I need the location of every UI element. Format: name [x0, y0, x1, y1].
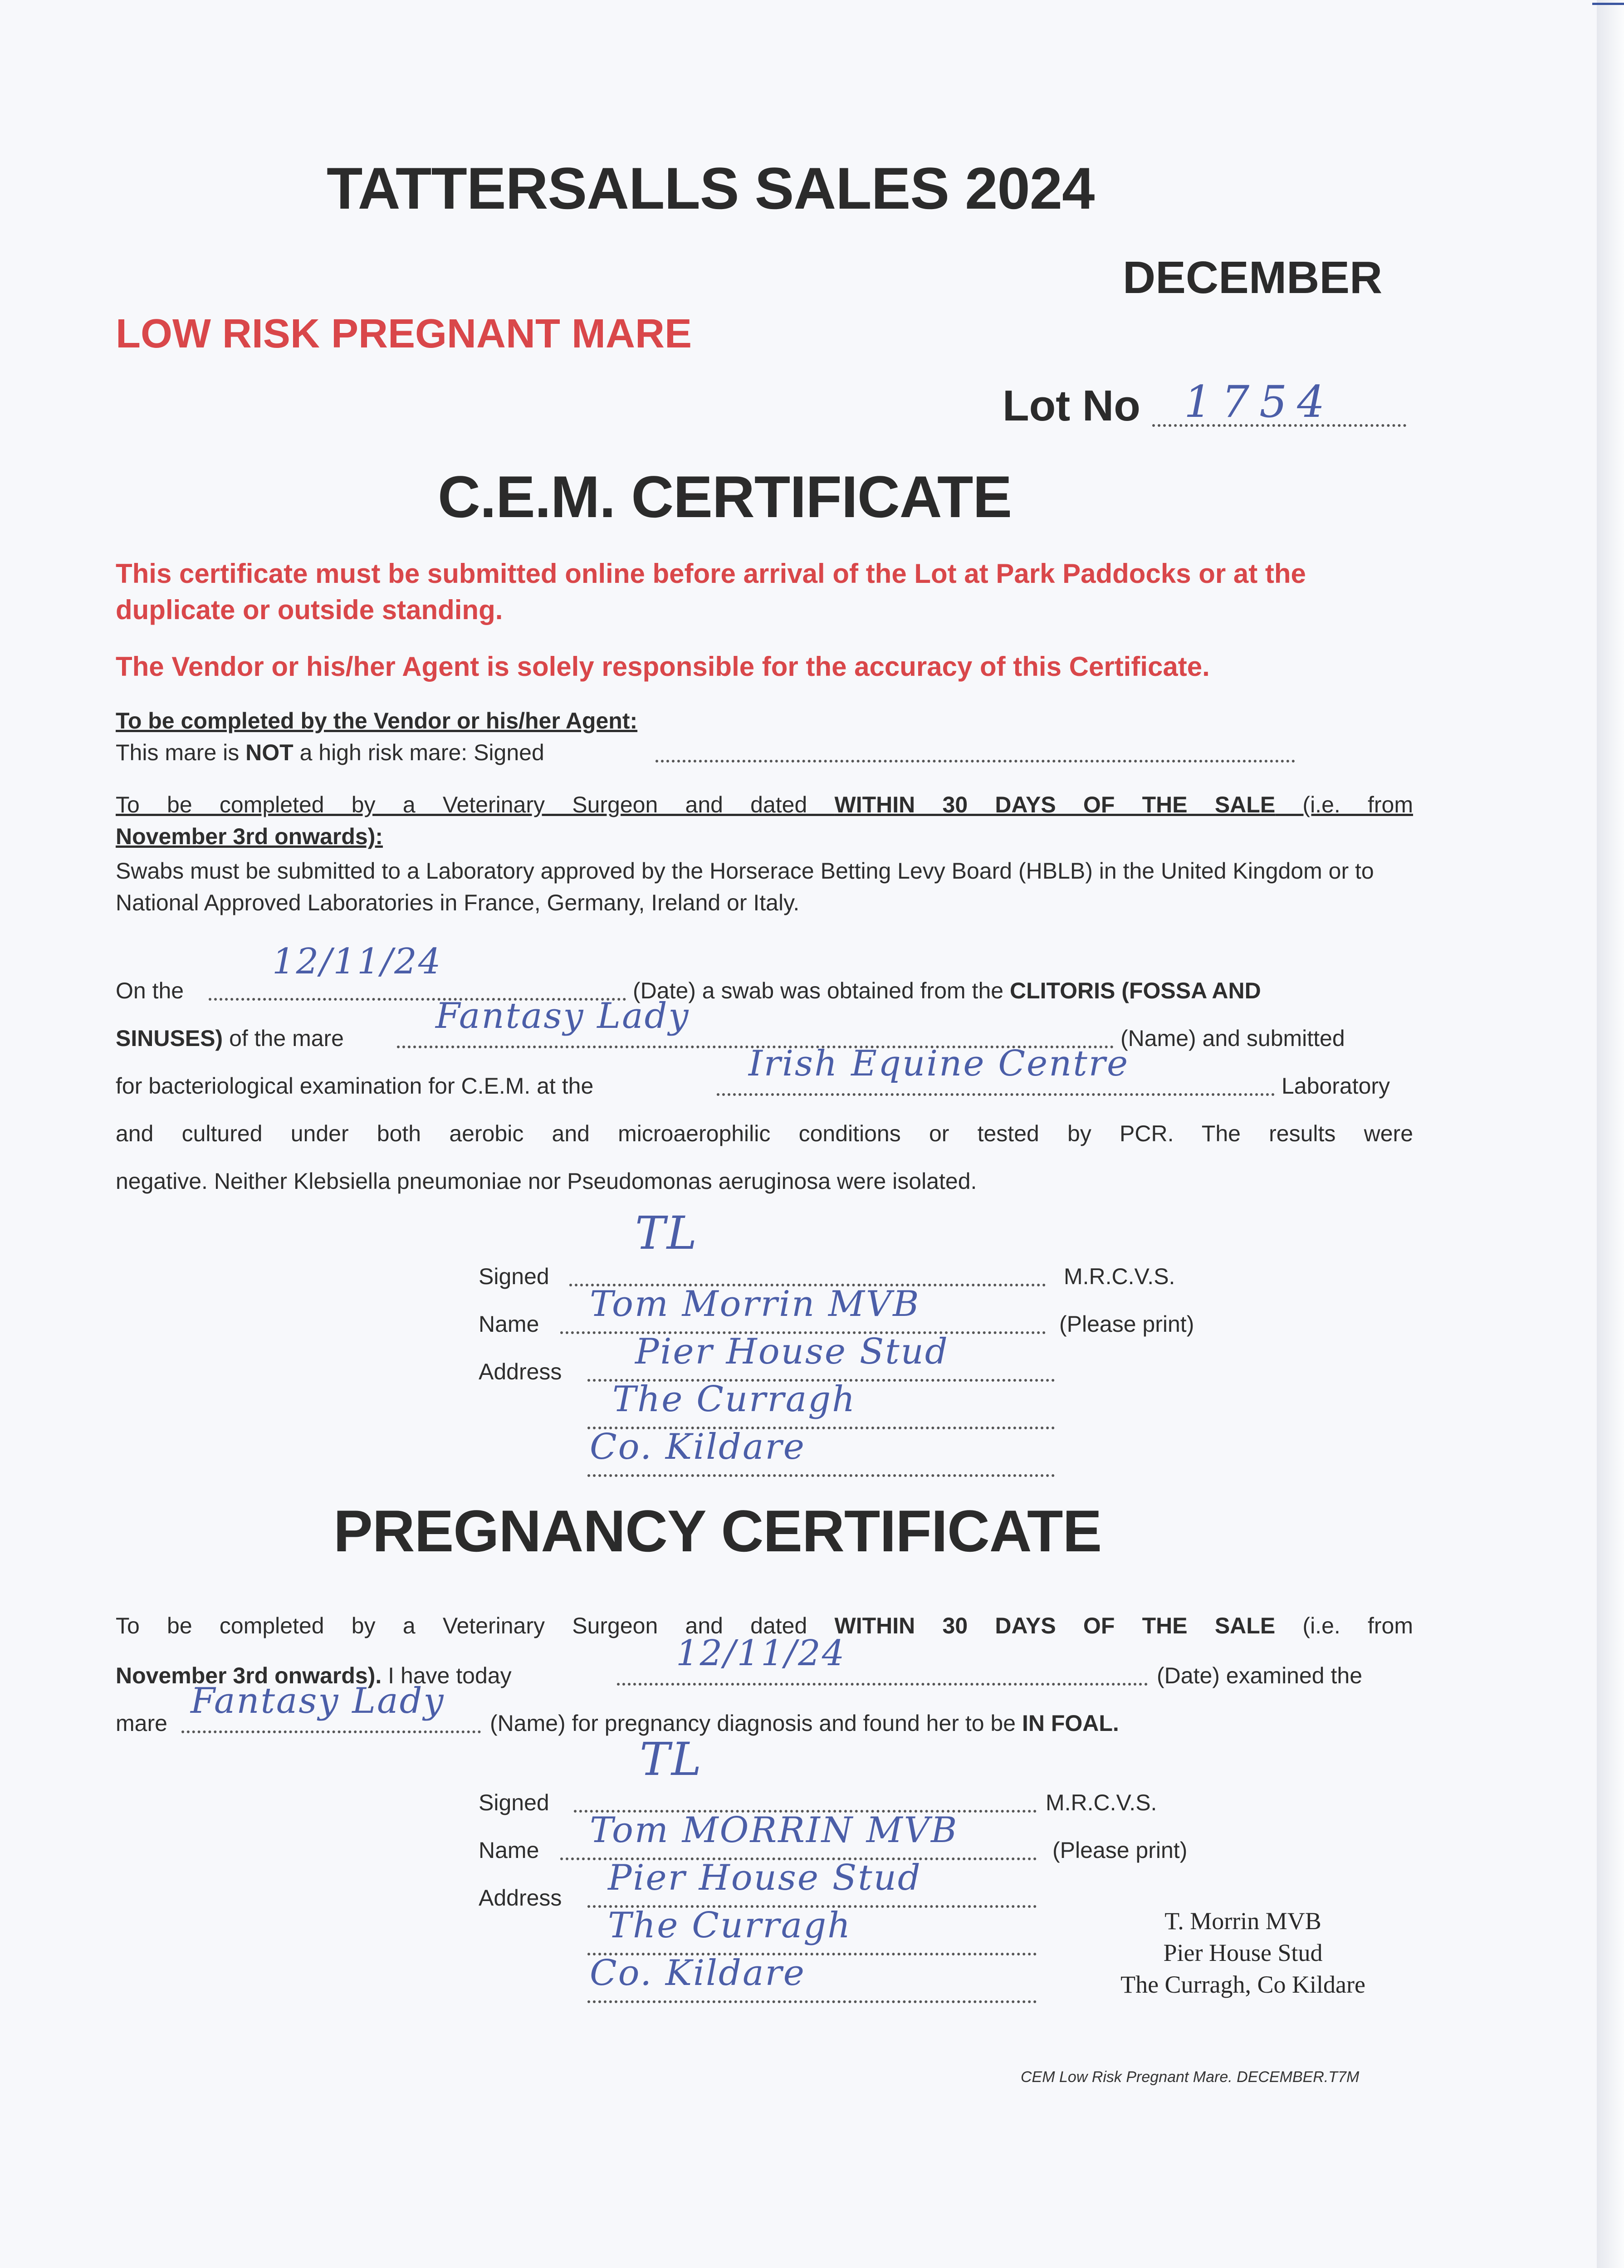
date-examined-label: (Date) examined the: [1157, 1663, 1363, 1688]
cem-address-label: Address: [479, 1359, 562, 1384]
vet-heading: To be completed by a Veterinary Surgeon and dated WITHIN 30 DAYS OF THE SALE (i.e. from: [116, 792, 1414, 817]
cem-date-value: 12/11/24: [272, 941, 442, 982]
pregnancy-diagnosis: (Name) for pregnancy diagnosis and found her to be IN FOAL.: [490, 1711, 1119, 1736]
cem-please-print: (Please print): [1059, 1311, 1194, 1337]
cem-signed-label: Signed: [479, 1264, 549, 1289]
on-the-label: On the: [116, 978, 184, 1003]
stamp-line-1: T. Morrin MVB: [1164, 1907, 1321, 1935]
cem-signature: TL: [635, 1207, 699, 1260]
lot-label: Lot No: [1003, 381, 1140, 430]
preg-address-1: Pier House Stud: [608, 1857, 922, 1898]
pregnancy-mare-value: Fantasy Lady: [191, 1681, 445, 1721]
name-submitted-label: (Name) and submitted: [1120, 1026, 1345, 1051]
vet-heading-date: November 3rd onwards):: [116, 824, 383, 849]
vendor-signature-line: [655, 760, 1295, 763]
preg-mrcvs: M.R.C.V.S.: [1046, 1790, 1157, 1815]
preg-address-line-3: [587, 2000, 1037, 2003]
cem-lab-value: Irish Equine Centre: [748, 1043, 1130, 1084]
swab-note: Swabs must be submitted to a Laboratory approved by the Horserace Betting Levy Board (HBLB) in the United Kingdom or to National Approved Laboratories in France, Germany, Ireland or Italy.: [116, 858, 1374, 915]
document-title: TATTERSALLS SALES 2024: [327, 155, 1095, 221]
cem-address-line-3: [587, 1474, 1055, 1477]
cem-mrcvs: M.R.C.V.S.: [1064, 1264, 1175, 1289]
culture-statement: and cultured under both aerobic and microaerophilic conditions or tested by PCR. The results were: [116, 1121, 1413, 1146]
preg-signature: TL: [640, 1733, 703, 1786]
edge-mark: [1592, 3, 1624, 5]
lot-number: 1754: [1184, 376, 1335, 427]
pregnancy-line-1: To be completed by a Veterinary Surgeon and dated WITHIN 30 DAYS OF THE SALE (i.e. from: [116, 1613, 1414, 1638]
pregnancy-title: PREGNANCY CERTIFICATE: [333, 1498, 1102, 1564]
vet-stamp: [1098, 1905, 1388, 2000]
cem-notice-online: This certificate must be submitted online before arrival of the Lot at Park Paddocks or at the duplicate or outside standing.: [116, 558, 1306, 625]
preg-address-label: Address: [479, 1885, 562, 1911]
lab-label: for bacteriological examination for C.E.M. at the: [116, 1073, 594, 1099]
cem-title: C.E.M. CERTIFICATE: [438, 464, 1012, 530]
footer-reference: CEM Low Risk Pregnant Mare. DECEMBER.T7M: [1021, 2068, 1360, 2086]
cem-address-1: Pier House Stud: [635, 1331, 949, 1372]
cem-mare-value: Fantasy Lady: [435, 996, 690, 1036]
stamp-line-3: The Curragh, Co Kildare: [1120, 1971, 1365, 1998]
sale-month: DECEMBER: [1123, 252, 1383, 303]
pregnancy-date-value: 12/11/24: [676, 1633, 846, 1674]
vendor-declaration: This mare is NOT a high risk mare: Signed: [116, 740, 544, 765]
mare-word: mare: [116, 1711, 167, 1736]
preg-name-label: Name: [479, 1838, 539, 1863]
cem-notice-responsibility: The Vendor or his/her Agent is solely responsible for the accuracy of this Certificate.: [116, 651, 1210, 682]
preg-address-3: Co. Kildare: [590, 1953, 806, 1994]
negative-statement: negative. Neither Klebsiella pneumoniae nor Pseudomonas aeruginosa were isolated.: [116, 1168, 977, 1194]
vendor-heading: To be completed by the Vendor or his/her Agent:: [116, 708, 638, 733]
preg-vet-name: Tom MORRIN MVB: [590, 1810, 959, 1851]
stamp-line-2: Pier House Stud: [1163, 1939, 1323, 1966]
pregnancy-mare-line: [181, 1730, 481, 1733]
pregnancy-date-line: [617, 1683, 1148, 1686]
cem-address-2: The Curragh: [612, 1379, 856, 1420]
preg-please-print: (Please print): [1052, 1838, 1188, 1863]
laboratory-word: Laboratory: [1282, 1073, 1390, 1099]
cem-name-label: Name: [479, 1311, 539, 1337]
mare-label: SINUSES) of the mare: [116, 1026, 344, 1051]
preg-signed-label: Signed: [479, 1790, 549, 1815]
cem-address-3: Co. Kildare: [590, 1427, 806, 1467]
pregnancy-line-2: November 3rd onwards). I have today: [116, 1663, 512, 1688]
cem-lab-line: [717, 1093, 1275, 1096]
date-label: (Date) a swab was obtained from the CLITORIS (FOSSA AND: [633, 978, 1261, 1003]
page-edge: [1597, 0, 1624, 2268]
category-heading: LOW RISK PREGNANT MARE: [116, 311, 692, 357]
preg-address-2: The Curragh: [608, 1905, 852, 1946]
cem-vet-name: Tom Morrin MVB: [590, 1284, 920, 1325]
